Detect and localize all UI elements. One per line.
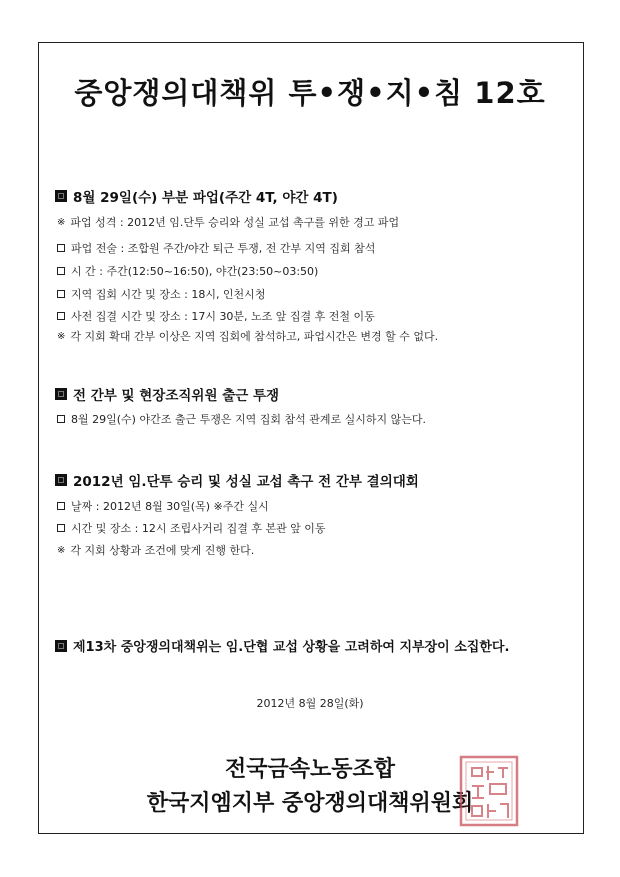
filled-square-icon <box>55 190 67 202</box>
list-item <box>57 328 438 344</box>
signature-committee-name: 한국지엠지부 중앙쟁의대책위원회 <box>146 791 474 816</box>
list-item-text: 시 간 : 주간(12:50~16:50), 야간(23:50~03:50) <box>71 265 319 278</box>
reference-mark-icon: ※ <box>57 216 66 228</box>
list-item-text: 각 지회 확대 간부 이상은 지역 집회에 참석하고, 파업시간은 변경 할 수 없다. <box>70 330 439 343</box>
section-heading-text: 2012년 임.단투 승리 및 성실 교섭 촉구 전 간부 결의대회 <box>73 474 419 490</box>
checkbox-square-icon <box>57 415 65 423</box>
list-item <box>57 214 399 230</box>
list-item <box>57 286 265 302</box>
section-heading-next-meeting <box>55 636 509 655</box>
list-item <box>57 263 318 279</box>
checkbox-square-icon <box>57 502 65 510</box>
document-title: 중앙쟁의대책위 투•쟁•지•침 12호 <box>74 76 546 110</box>
section-heading-partial-strike <box>55 186 338 206</box>
list-item <box>57 498 269 514</box>
checkbox-square-icon <box>57 290 65 298</box>
list-item <box>57 308 375 324</box>
section-heading-text: 8월 29일(수) 부분 파업(주간 4T, 야간 4T) <box>73 190 338 206</box>
section-heading-rally <box>55 470 419 490</box>
section-heading-text: 전 간부 및 현장조직위원 출근 투쟁 <box>73 388 280 404</box>
filled-square-icon <box>55 388 67 400</box>
list-item <box>57 240 375 256</box>
filled-square-icon <box>55 640 67 652</box>
list-item <box>57 520 326 536</box>
list-item-text: 지역 집회 시간 및 장소 : 18시, 인천시청 <box>71 288 266 301</box>
document-date: 2012년 8월 28일(화) <box>256 697 364 710</box>
list-item-text: 8월 29일(수) 야간조 출근 투쟁은 지역 집회 참석 관계로 실시하지 않는다. <box>71 413 426 426</box>
section-heading-commute-struggle <box>55 384 279 404</box>
list-item-text: 사전 집결 시간 및 장소 : 17시 30분, 노조 앞 집결 후 전철 이동 <box>71 310 375 323</box>
list-item <box>57 411 426 427</box>
section-heading-text: 제13차 중앙쟁의대책위는 임.단협 교섭 상황을 고려하여 지부장이 소집한다. <box>73 640 510 655</box>
document-border <box>38 42 584 834</box>
checkbox-square-icon <box>57 524 65 532</box>
list-item-text: 파업 성격 : 2012년 임.단투 승리와 성실 교섭 촉구를 위한 경고 파업 <box>70 216 400 229</box>
signature-union-name: 전국금속노동조합 <box>224 757 396 782</box>
official-seal-stamp <box>458 754 520 828</box>
list-item-text: 시간 및 장소 : 12시 조립사거리 집결 후 본관 앞 이동 <box>71 522 326 535</box>
list-item-text: 날짜 : 2012년 8월 30일(목) ※주간 실시 <box>71 500 269 513</box>
list-item <box>57 542 254 558</box>
reference-mark-icon: ※ <box>57 544 66 556</box>
checkbox-square-icon <box>57 312 65 320</box>
checkbox-square-icon <box>57 244 65 252</box>
checkbox-square-icon <box>57 267 65 275</box>
list-item-text: 파업 전술 : 조합원 주간/야간 퇴근 투쟁, 전 간부 지역 집회 참석 <box>71 242 376 255</box>
list-item-text: 각 지회 상황과 조건에 맞게 진행 한다. <box>70 544 255 557</box>
reference-mark-icon: ※ <box>57 330 66 342</box>
filled-square-icon <box>55 474 67 486</box>
